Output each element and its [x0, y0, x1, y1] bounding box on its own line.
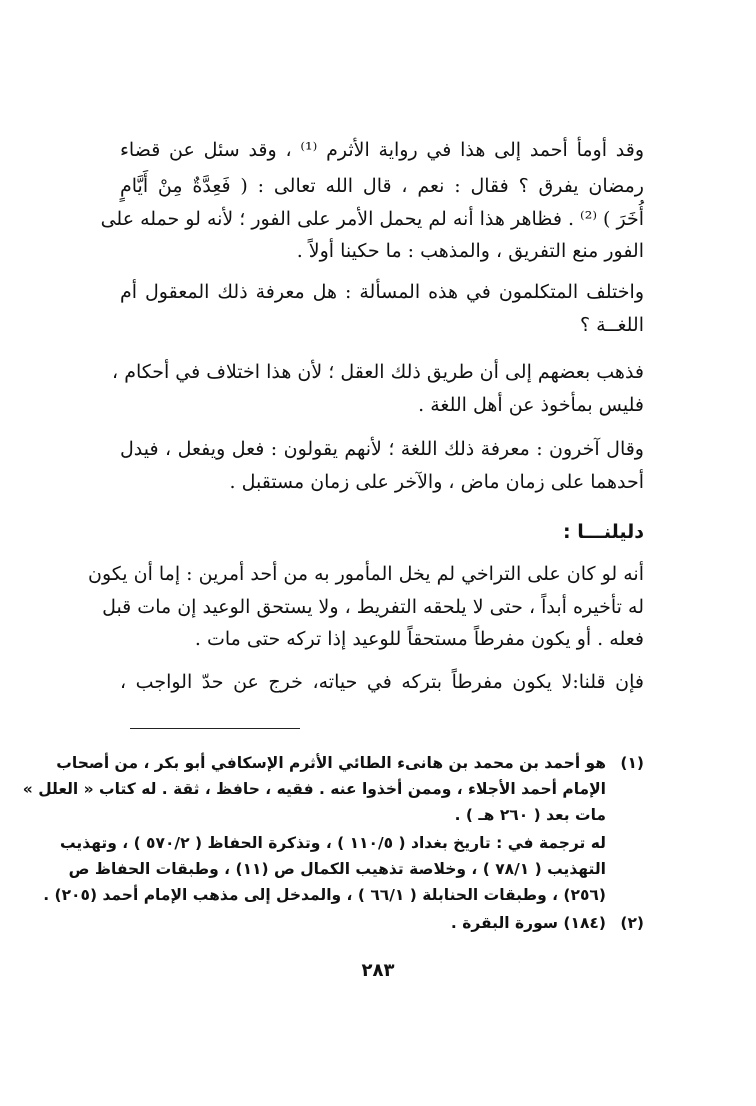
footnote-line: (١٨٤) سورة البقرة . [450, 914, 606, 932]
footnote-line: مات بعد ( ٢٦٠ هـ ) . [454, 806, 606, 824]
paragraph-line: فإن قلنا:لا يكون مفرطاً بتركه في حياته، خرج عن حدّ الواجب ، [120, 671, 644, 693]
footnote-line: التهذيب ( ٧٨/١ ) ، وخلاصة تذهيب الكمال ص (١١) ، وطبقات الحفاظ ص [68, 860, 606, 878]
paragraph-line: الفور منع التفريق ، والمذهب : ما حكينا أولاً . [296, 240, 644, 262]
footnote-line: (٢٥٦) ، وطبقات الحنابلة ( ٦٦/١ ) ، والمدخل إلى مذهب الإمام أحمد (٢٠٥) . [43, 886, 606, 904]
footnote-number: (١) [620, 754, 644, 772]
paragraph-line: له تأخيره أبداً ، حتى لا يلحقه التفريط ، ولا يستحق الوعيد إن مات قبل [102, 596, 644, 618]
footnote-line: له ترجمة في : تاريخ بغداد ( ١١٠/٥ ) ، وتذكرة الحفاظ ( ٥٧٠/٢ ) ، وتهذيب [60, 834, 606, 852]
footnote-divider [130, 728, 300, 729]
paragraph-line: فذهب بعضهم إلى أن طريق ذلك العقل ؛ لأن هذا اختلاف في أحكام ، [112, 361, 644, 383]
section-heading: دليلنـــا : [563, 521, 644, 543]
paragraph-line: اللغــة ؟ [580, 314, 644, 336]
paragraph-line: أنه لو كان على التراخي لم يخل المأمور به من أحد أمرين : إما أن يكون [88, 563, 644, 585]
paragraph-line: أُخَرَ ) ⁽²⁾ . فظاهر هذا أنه لم يحمل الأمر على الفور ؛ لأنه لو حمله على [100, 208, 644, 230]
page-number: ٢٨٣ [361, 960, 395, 981]
footnote-line: هو أحمد بن محمد بن هانىء الطائي الأثرم الإسكافي أبو بكر ، من أصحاب [56, 754, 606, 772]
footnote-line: الإمام أحمد الأجلاء ، وممن أخذوا عنه . فقيه ، حافظ ، ثقة . له كتاب « العلل » [22, 780, 606, 798]
paragraph-line: فليس بمأخوذ عن أهل اللغة . [418, 394, 644, 416]
paragraph-line: رمضان يفرق ؟ فقال : نعم ، قال الله تعالى : ( فَعِدَّةٌ مِنْ أَيَّامٍ [120, 175, 644, 197]
paragraph-line: فعله . أو يكون مفرطاً مستحقاً للوعيد إذا تركه حتى مات . [194, 628, 644, 650]
paragraph-line: وقال آخرون : معرفة ذلك اللغة ؛ لأنهم يقولون : فعل ويفعل ، فيدل [120, 438, 644, 460]
paragraph-line: واختلف المتكلمون في هذه المسألة : هل معرفة ذلك المعقول أم [120, 281, 644, 303]
footnote-number: (٢) [620, 914, 644, 932]
paragraph-line: أحدهما على زمان ماض ، والآخر على زمان مستقبل . [229, 471, 644, 493]
paragraph-line: وقد أومأ أحمد إلى هذا في رواية الأثرم ⁽¹⁾ ، وقد سئل عن قضاء [120, 139, 644, 161]
